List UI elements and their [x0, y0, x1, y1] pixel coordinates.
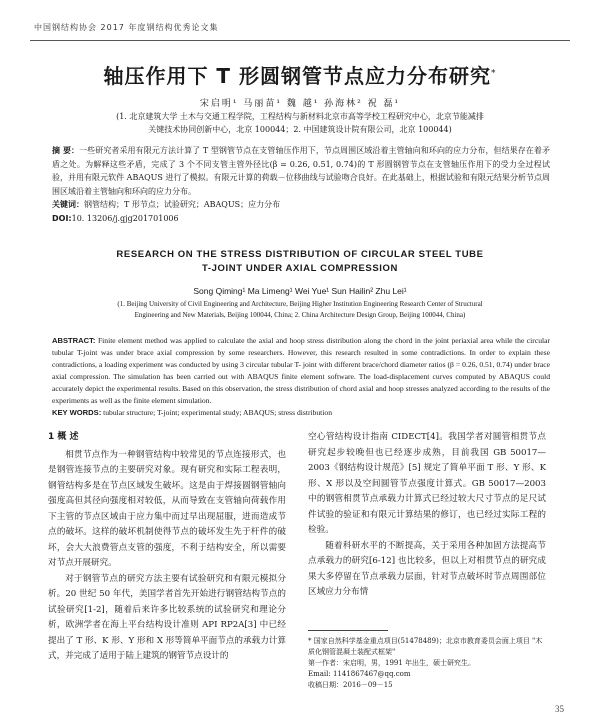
section-heading: 1 概 述 [48, 432, 79, 442]
english-abstract-body [52, 335, 550, 407]
body-right-column [308, 430, 546, 601]
body-paragraph: 相贯节点作为一种钢管结构中较常见的节点连接形式，也是钢管连接节点的主要研究对象。现有研究和实际工程表明，钢管结构多是在节点区域发生破坏。这是由于焊接圆钢管轴向强度高但其径向强度相对较低，从而导致在支管轴向荷载作用下主管的节点区域由于应力集中而过早出现屈服，进而造成节点的破坏。这样的破坏机制使得节点的破坏发生先于杆件的破坏，会大大浪费管点支管的强度，不利于结构安全，所以需要对节点开展研究。 [48, 449, 286, 568]
chinese-abstract-body [52, 144, 550, 198]
english-affiliation-line-1: (1. Beijing University of Civil Engineering and Architecture, Beijing Higher Institution Engineering Research Center of Structural [117, 300, 483, 308]
body-paragraph: 随着科研水平的不断提高，关于采用各种加固方法提高节点承载力的研究[6-12] 也比较多，但以上对相贯节点的研究成果大多停留在节点承载力层面，针对节点破坏时节点周围部位区域应力分布情 [308, 540, 546, 597]
english-title [0, 248, 600, 276]
chinese-affiliation [60, 110, 540, 136]
chinese-keywords-label: 关键词： [52, 200, 84, 209]
running-head: 中国钢结构协会 2017 年度钢结构优秀论文集 [34, 23, 219, 32]
chinese-keywords [52, 198, 550, 212]
footnote-funding: * 国家自然科学基金重点项目(51478489)；北京市教育委员会面上项目 "木质化钢管混凝土装配式框架" [308, 637, 543, 656]
footnote-first-author: 第一作者：宋启明，男，1991 年出生，硕士研究生。 [308, 659, 476, 667]
english-keywords-text: tubular structure; T-joint; experimental study; ABAQUS; stress distribution [103, 408, 332, 417]
header-rule [30, 40, 570, 41]
chinese-abstract-label: 摘 要： [52, 146, 80, 155]
page-number: 35 [555, 704, 564, 714]
english-affiliation-line-2: Engineering and New Materials, Beijing 100044, China; 2. China Architecture Design Group, Beijing 100044, China) [134, 311, 466, 319]
chinese-affiliation-line-1: (1. 北京建筑大学 土木与交通工程学院，工程结构与新材料北京市高等学校工程研究中心，北京节能减排 [116, 112, 484, 121]
doi-value: 10. 13206/j.gjg201701006 [71, 213, 179, 223]
doi-line [52, 212, 550, 226]
english-abstract [52, 335, 550, 419]
chinese-abstract [52, 144, 550, 225]
english-abstract-label: ABSTRACT: [52, 336, 96, 345]
footnote-email: Email: 1141867467@qq.com [308, 670, 411, 678]
body-paragraph: 空心管结构设计指南 CIDECT[4]。我国学者对圆管相贯节点研究起步较晚但也已经逐步成熟，目前我国 GB 50017—2003《钢结构设计规范》[5] 规定了简单平面 T 形、Y 形、K 形、X 形以及空间圆管节点强度计算式。GB 50017—2003 中的钢管相贯节点承载力计算式已经过较大尺寸节点的足尺试件试验的验证和有限元计算结果的修订，也已经过实际工程的检验。 [308, 432, 546, 535]
english-authors: Song Qiming¹ Ma Limeng¹ Wei Yue¹ Sun Hailin² Zhu Lei¹ [193, 286, 407, 296]
english-title-line-1: RESEARCH ON THE STRESS DISTRIBUTION OF CIRCULAR STEEL TUBE [116, 249, 484, 260]
footnotes [308, 636, 548, 691]
footnote-rule [308, 630, 388, 631]
chinese-title-text: 轴压作用下 T 形圆钢管节点应力分布研究 [103, 64, 492, 88]
footnote-received-date: 收稿日期：2016－09－15 [308, 681, 393, 689]
chinese-title [0, 60, 600, 89]
chinese-abstract-text: 一些研究者采用有限元方法计算了 T 型钢管节点在支管轴压作用下，节点周围区域沿着主管轴向和环向的应力分布，但结果存在着矛盾之处。为解释这些矛盾，完成了 3 个不同支管主管外径比(β = 0.26, 0.51, 0.74)的 T 形圆钢管节点在支管轴压作用下的受力全过程试验，并用有限元软件 ABAQUS 进行了模拟。有限元计算的荷载－位移曲线与试验吻合良好。在此基础上，根据试验和有限元结果分析节点周围区域沿着主管轴向和环向的应力分布。 [52, 146, 550, 196]
doi-label: DOI: [52, 213, 72, 223]
chinese-authors: 宋启明¹ 马丽苗¹ 魏 越¹ 孙海林² 祝 磊¹ [199, 99, 401, 109]
english-affiliation [60, 299, 540, 321]
english-keywords-label: KEY WORDS: [52, 408, 102, 417]
english-title-line-2: T-JOINT UNDER AXIAL COMPRESSION [202, 263, 398, 274]
chinese-affiliation-line-2: 关键技术协同创新中心，北京 100044；2. 中国建筑设计院有限公司，北京 100044) [148, 125, 452, 134]
title-footnote-mark: * [491, 68, 497, 79]
english-abstract-text: Finite element method was applied to calculate the axial and hoop stress distribution along the chord in the joint periaxial area while the circular tubular T-joint was under brace axial compression by some researchers. However, this research resulted in some contradictions. In order to explain these contradictions, a loading experiment was conducted by using 3 circular tubular T- joint with different brace/chord diameter ratios (β = 0.26, 0.51, 0.74) under brace axial compression. The simulation has been carried out with ABAQUS finite element software. The load-displacement curves computed by ABAQUS could accurately depict the experimental results. Based on this observation, the stress distribution of chord axial and hoop stresses analyzed according to the results of the experiments as well as the finite element simulation. [52, 336, 550, 405]
body-paragraph: 对于钢管节点的研究方法主要有试验研究和有限元模拟分析。20 世纪 50 年代，美国学者首先开始进行钢管结构节点的试验研究[1-2]，随着后来许多比较系统的试验研究和理论分析，欧洲学者在海上平台结构设计准则 API RP2A[3] 中已经提出了 T 形、K 形、Y 形和 X 形等简单平面节点的承载力计算式，并完成了适用于陆上建筑的钢管节点设计的 [48, 573, 286, 661]
english-keywords [52, 407, 550, 419]
body-left-column [48, 430, 286, 665]
chinese-keywords-text: 钢管结构；T 形节点；试验研究；ABAQUS；应力分布 [84, 200, 281, 209]
